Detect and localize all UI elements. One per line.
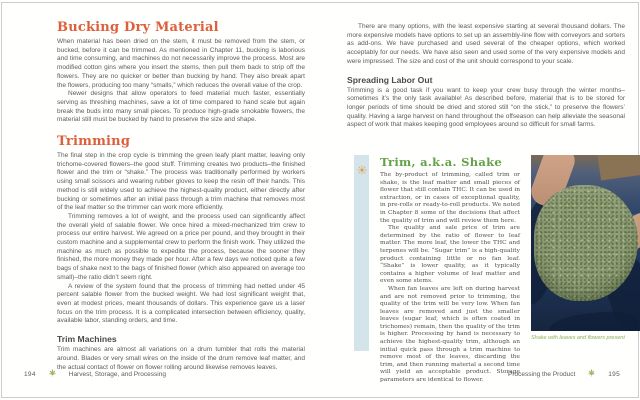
section-trim-machines	[57, 334, 305, 372]
sidebar-accent-bar	[354, 155, 369, 351]
paragraph: Trimming is a good task if you want to keep your crew busy through the winter months–sometimes it’s the only task available! As described before, material that is to be stored for longer periods of time should be dried and stored still “on the stick,” to preserve the flowers’ quality. Having a large harvest on hand throughout the offseason can help alleviate the seasonal aspect of work that makes keeping good employees around so difficult for small farms.	[347, 86, 625, 129]
left-page-column	[57, 20, 305, 372]
subheading-spreading-labor: Spreading Labor Out	[347, 74, 433, 85]
running-footer-left: Harvest, Storage, and Processing	[68, 371, 166, 378]
subheading-trim-machines: Trim Machines	[57, 334, 117, 345]
paragraph: Trimming removes a lot of weight, and the process used can significantly affect the overall yield of salable flower. We once hired a mixed-mechanized trim crew to process our entire harvest. We agreed on a price per pound, and they brought in their custom machine and a supplemental crew to perform the finish work. They utilized the machine as much as possible to expedite the process, because the sooner they finished, the more money they made per hour. After a few days we noticed quite a few bags of shake next to the bags of finished flower (which also appeared on average too small)–the ratio didn’t seem right.	[57, 212, 305, 281]
sidebar-text-column	[380, 155, 520, 385]
right-page-column	[347, 23, 625, 130]
photo-background-patch	[597, 155, 640, 180]
shake-photo	[531, 155, 640, 331]
photo-column	[531, 155, 640, 342]
book-spread	[1, 2, 639, 398]
paragraph: There are many options, with the least expensive starting at several thousand dollars. The more expensive models have options to set up an assembly-line flow with conveyors and sorters as add-ons. We have purchased and used several of the cheaper options, which worked acceptably for our needs. We have also seen and used some of the very expensive models and were impressed. The size and cost of the unit should correspond to your scale.	[347, 23, 625, 65]
paragraph: When material has been dried on the stem, it must be removed from the stem, or bucked, before it can be trimmed. As mentioned in Chapter 11, bucking is laborious and time consuming, and machines do not necessarily improve the process. Most are modified cotton gins where you insert the stems, then pull them back to strip off the flowers. They are no quicker or better than bucking by hand. They also break apart the flowers, producing too many “smalls,” which reduces the overall value of the crop.	[57, 38, 305, 89]
sidebar-trim-aka-shake	[354, 155, 640, 385]
paragraph: The final step in the crop cycle is trimming the green leafy plant matter, leaving only trichome-covered flowers–the good stuff. Trimming creates two products–the finished flower and the trim or “shake.” The process was traditionally performed by workers using small scissors and wearing rubber gloves to keep the resin off their hands. This method is still widely used to achieve the highest-quality product, either directly after bucking or sometimes after an initial pass through a trim machine that removes most of the leaf matter so the trimmer can work more efficiently.	[57, 152, 305, 212]
page-number-right: 195	[608, 371, 620, 378]
cannabis-leaf-icon	[48, 369, 57, 380]
paragraph: A review of the system found that the process of trimming had netted under 45 percent salable flower from the bucked weight. We had lost significant weight that, even at modest prices, meant thousands of dollars. This experience gave us a laser focus on the trim process. It is a complicated intersection between efficiency, quality, available labor, standing orders, and time.	[57, 282, 305, 325]
photo-caption: Shake with leaves and flowers present	[531, 335, 625, 341]
sidebar-paragraph: When fan leaves are left on during harvest and are not removed prior to trimming, the quality of the trim will be very low. When fan leaves are removed and just the smaller leaves (sugar leaf, which is often coated in trichomes) remain, then the quality of the trim is higher. Processing by hand is necessary to achieve the highest-quality trim, although an initial quick pass through a trim machine to remove most of the leaves, discarding the trim, and then running material a second time will yield an acceptable product. Storage parameters are identical to flower.	[380, 285, 520, 384]
sidebar-paragraph: The by-product of trimming, called trim or shake, is the leaf matter and small pieces of flower that still contain THC. It can be used in extraction, or in cases of exceptional quality, in pre-rolls or ready-to-roll products. We noted in Chapter 8 some of the decisions that affect the quality of trim and will review them here.	[380, 172, 520, 224]
sidebar-title: Trim, a.k.a. Shake	[380, 155, 503, 169]
paragraph: Newer designs that allow operators to feed material much faster, essentially serving as threshing machines, save a lot of time compared to hand scale but again break the buds into many small pieces. To produce high-grade smokable flowers, the material still must be bucked by hand to preserve the size and shape.	[57, 90, 305, 124]
page-number-left: 194	[24, 371, 36, 378]
right-page-footer	[508, 369, 620, 380]
sun-icon	[357, 162, 367, 180]
section-heading-trimming: Trimming	[57, 134, 131, 150]
sidebar-paragraph: The quality and sale price of trim are determined by the ratio of flower to leaf matter. The more leaf, the lower the THC and terpenes will be. “Sugar trim” is a high-quality product containing little or no fan leaf. “Shake” is lower quality, as it typically contains a higher volume of leaf matter and even some stems.	[380, 225, 520, 285]
section-trimming	[57, 134, 305, 326]
left-page-footer	[24, 369, 166, 380]
paragraph: Trim machines are almost all variations on a drum tumbler that rolls the material around. Blades or very small wires on the inside of the drum remove leaf matter, and the actual contact of flower on flower rolling around likewise removes leaves.	[57, 346, 305, 371]
section-heading-bucking: Bucking Dry Material	[57, 20, 219, 35]
section-bucking	[57, 20, 305, 125]
running-footer-right: Processing the Product	[508, 371, 576, 378]
cannabis-leaf-icon	[587, 369, 596, 380]
